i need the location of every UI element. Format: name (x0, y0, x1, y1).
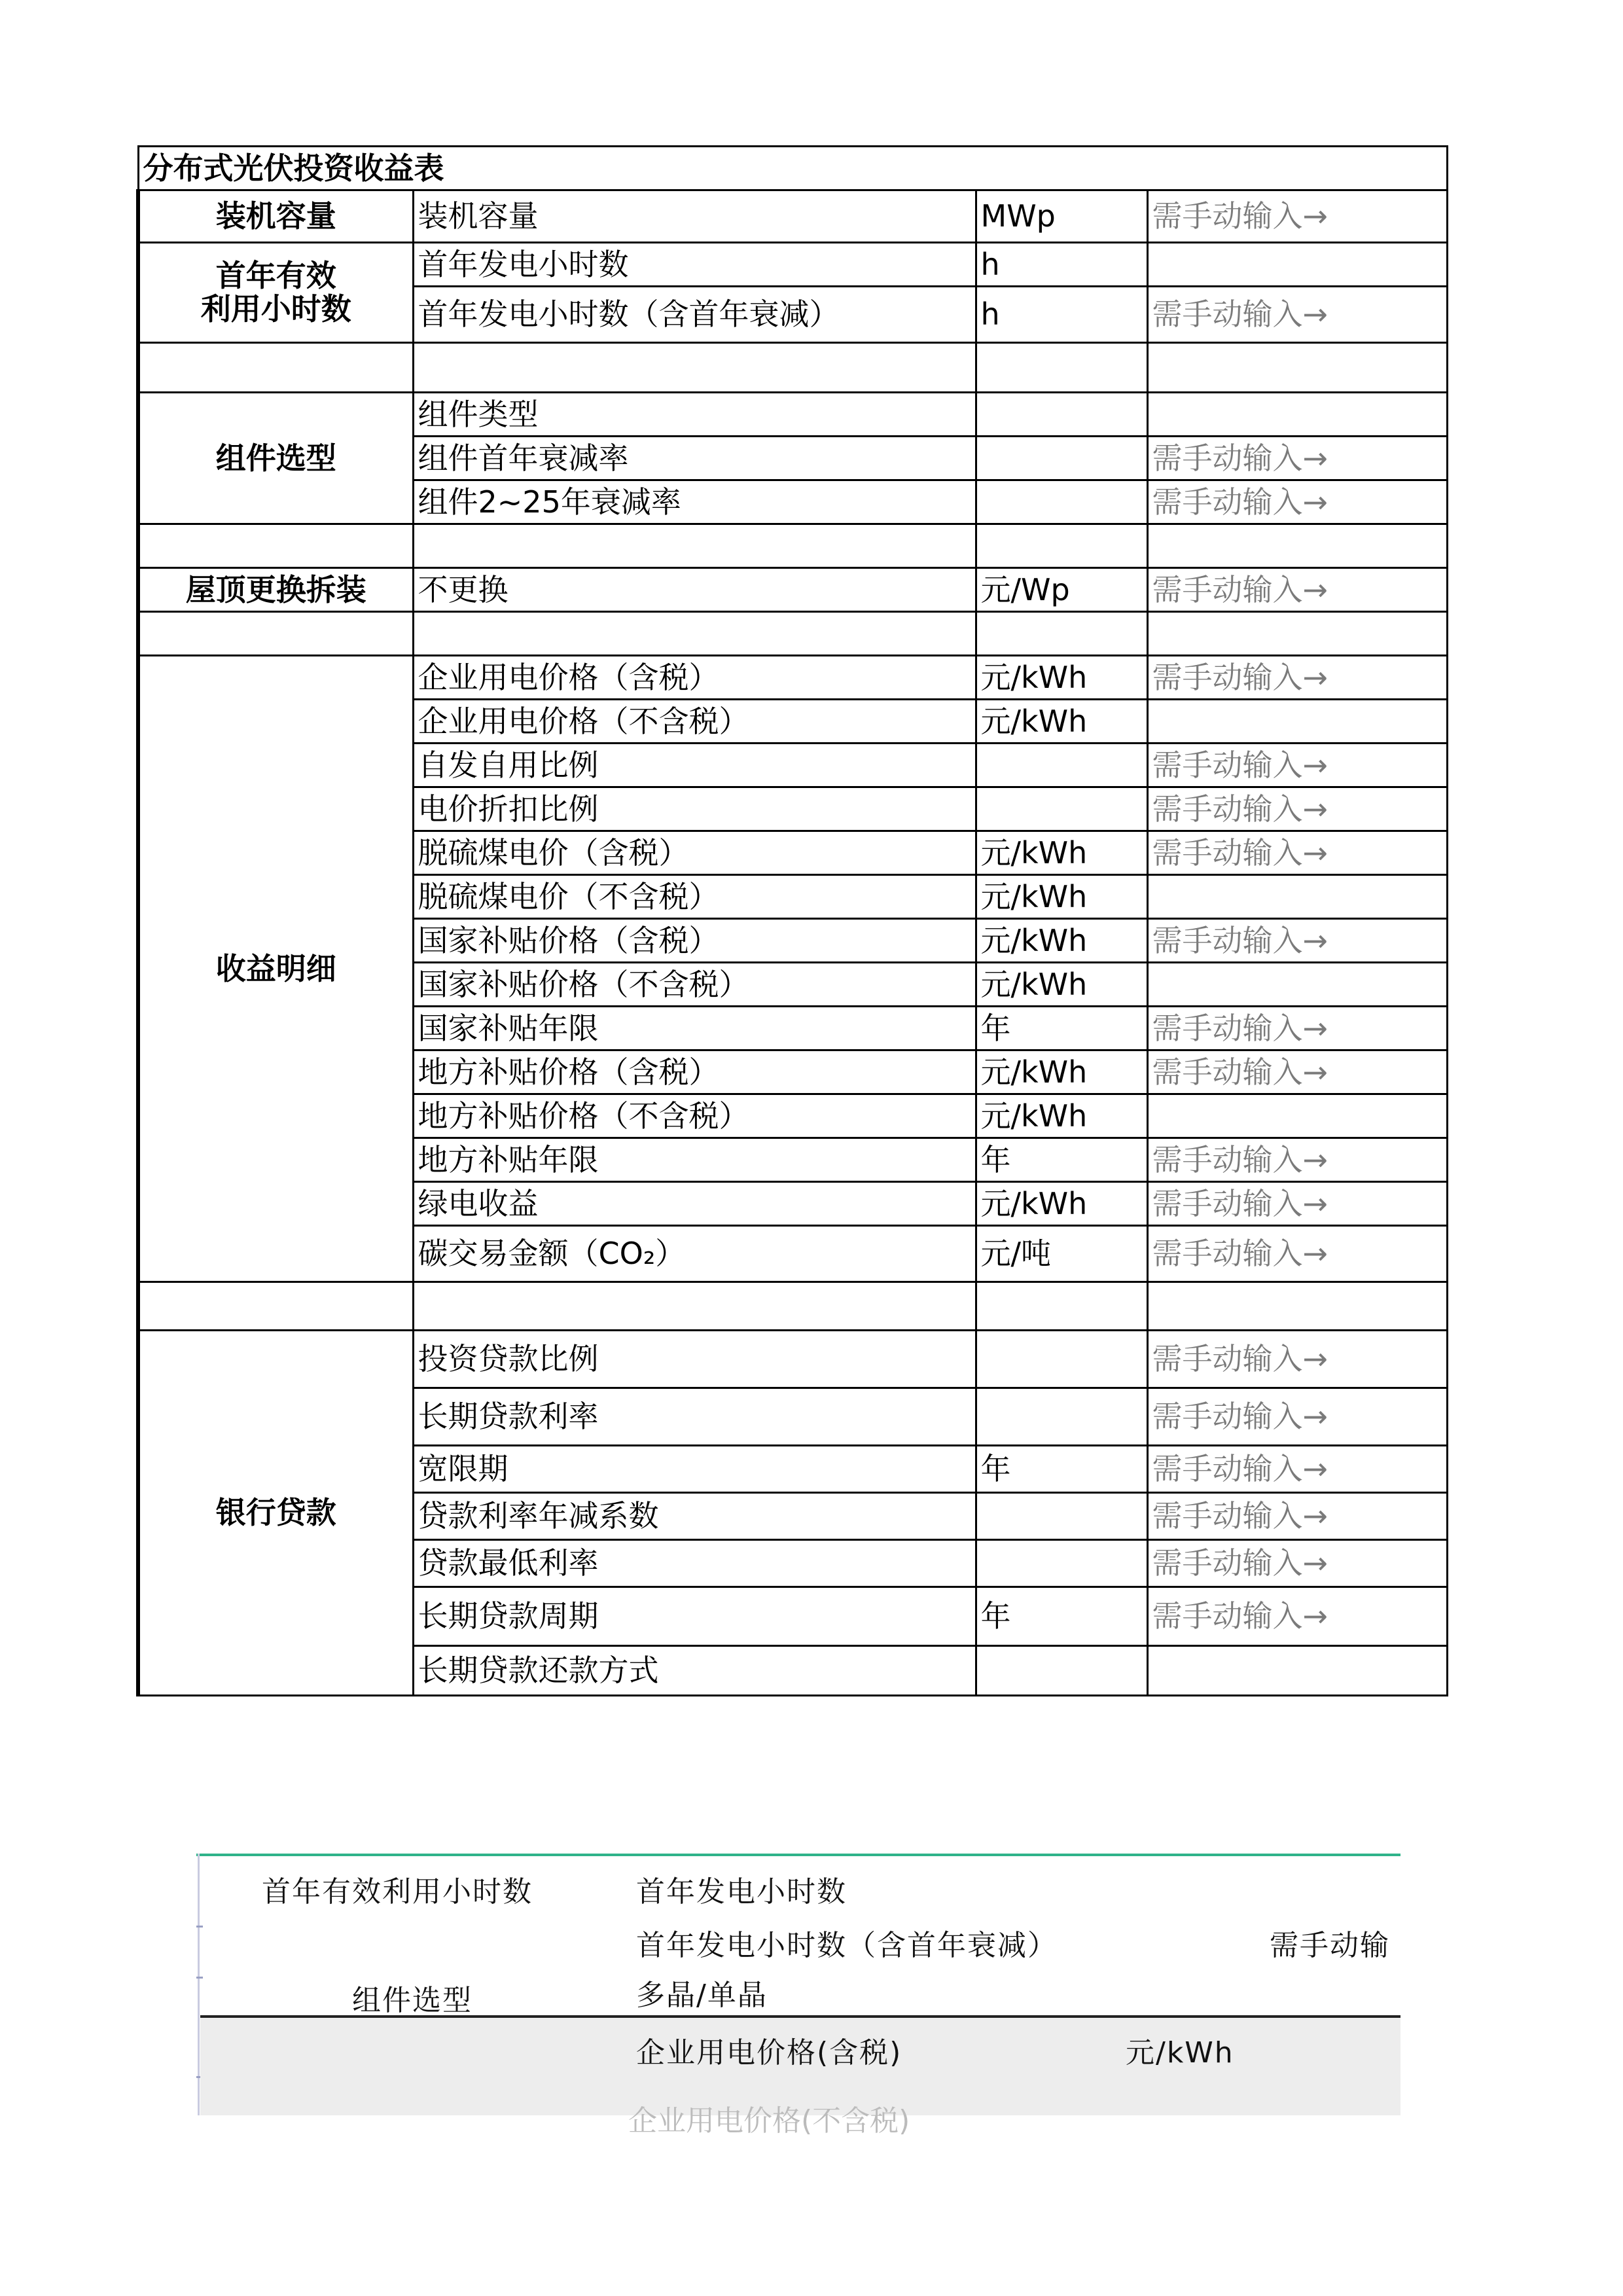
embedded-item-cut: 企业用电价格(不含税) (628, 2104, 910, 2138)
category-cell: 收益明细 (138, 656, 413, 1282)
value-input-cell[interactable]: 需手动输入→ (1147, 1388, 1447, 1446)
unit-cell: 元/吨 (976, 1226, 1147, 1282)
sheet-title: 分布式光伏投资收益表 (138, 147, 1447, 190)
unit-cell (976, 744, 1147, 787)
unit-cell (976, 1540, 1147, 1587)
item-label: 长期贷款还款方式 (413, 1646, 976, 1696)
item-label: 装机容量 (413, 190, 976, 243)
value-input-cell[interactable] (1147, 700, 1447, 744)
unit-cell: 年 (976, 1446, 1147, 1493)
unit-cell: 元/kWh (976, 700, 1147, 744)
unit-cell (976, 1331, 1147, 1388)
item-label: 电价折扣比例 (413, 787, 976, 831)
value-input-cell[interactable]: 需手动输入→ (1147, 656, 1447, 700)
unit-cell: 元/kWh (976, 963, 1147, 1007)
embedded-unit: 元/kWh (1126, 2036, 1234, 2070)
embedded-category: 组件选型 (352, 1984, 473, 2017)
value-input-cell[interactable] (1147, 963, 1447, 1007)
unit-cell: 年 (976, 1007, 1147, 1050)
value-input-cell[interactable]: 需手动输入→ (1147, 480, 1447, 524)
embedded-item: 首年发电小时数 (636, 1875, 847, 1909)
unit-cell: 元/kWh (976, 1094, 1147, 1138)
item-label: 组件首年衰减率 (413, 437, 976, 480)
table-row (138, 568, 1447, 612)
input-table (136, 145, 1448, 1696)
value-input-cell[interactable]: 需手动输入→ (1147, 1587, 1447, 1646)
value-input-cell[interactable]: 需手动输入→ (1147, 1331, 1447, 1388)
title-row (138, 147, 1447, 190)
unit-cell: h (976, 243, 1147, 287)
unit-cell: 元/Wp (976, 568, 1147, 612)
embedded-category: 首年有效利用小时数 (262, 1875, 533, 1909)
item-label: 绿电收益 (413, 1182, 976, 1226)
value-input-cell[interactable]: 需手动输入→ (1147, 744, 1447, 787)
unit-cell: 元/kWh (976, 831, 1147, 875)
value-input-cell[interactable] (1147, 875, 1447, 919)
value-input-cell[interactable]: 需手动输入→ (1147, 1493, 1447, 1540)
embedded-item: 首年发电小时数（含首年衰减） (636, 1929, 1058, 1962)
value-input-cell[interactable] (1147, 1094, 1447, 1138)
value-input-cell[interactable]: 需手动输入→ (1147, 1226, 1447, 1282)
item-label: 贷款最低利率 (413, 1540, 976, 1587)
item-label: 企业用电价格（含税） (413, 656, 976, 700)
value-input-cell[interactable]: 需手动输入→ (1147, 1182, 1447, 1226)
item-label: 长期贷款周期 (413, 1587, 976, 1646)
value-input-cell[interactable]: 需手动输入→ (1147, 190, 1447, 243)
unit-cell: 年 (976, 1587, 1147, 1646)
item-label: 贷款利率年减系数 (413, 1493, 976, 1540)
spacer-row (138, 524, 1447, 568)
unit-cell (976, 393, 1147, 437)
unit-cell: 元/kWh (976, 919, 1147, 963)
value-input-cell[interactable] (1147, 1646, 1447, 1696)
value-input-cell[interactable]: 需手动输入→ (1147, 437, 1447, 480)
value-input-cell[interactable] (1147, 393, 1447, 437)
unit-cell (976, 787, 1147, 831)
item-label: 企业用电价格（不含税） (413, 700, 976, 744)
value-input-cell[interactable]: 需手动输入→ (1147, 1007, 1447, 1050)
value-input-cell[interactable]: 需手动输入→ (1147, 787, 1447, 831)
item-label: 国家补贴价格（含税） (413, 919, 976, 963)
value-input-cell[interactable]: 需手动输入→ (1147, 831, 1447, 875)
unit-cell (976, 437, 1147, 480)
category-cell: 组件选型 (138, 393, 413, 524)
value-input-cell[interactable]: 需手动输入→ (1147, 1446, 1447, 1493)
item-label: 组件2~25年衰减率 (413, 480, 976, 524)
item-label: 脱硫煤电价（含税） (413, 831, 976, 875)
item-label: 长期贷款利率 (413, 1388, 976, 1446)
unit-cell (976, 1493, 1147, 1540)
unit-cell: 元/kWh (976, 1182, 1147, 1226)
item-label: 地方补贴年限 (413, 1138, 976, 1182)
category-cell: 装机容量 (138, 190, 413, 243)
embedded-item: 多晶/单晶 (636, 1979, 768, 2012)
item-label: 组件类型 (413, 393, 976, 437)
unit-cell: 年 (976, 1138, 1147, 1182)
item-label: 投资贷款比例 (413, 1331, 976, 1388)
embedded-hint: 需手动输 (1270, 1929, 1390, 1962)
value-input-cell[interactable] (1147, 243, 1447, 287)
table-row (138, 190, 1447, 243)
spacer-row (138, 343, 1447, 393)
value-input-cell[interactable]: 需手动输入→ (1147, 1138, 1447, 1182)
unit-cell: 元/kWh (976, 656, 1147, 700)
item-label: 首年发电小时数（含首年衰减） (413, 287, 976, 343)
item-label: 碳交易金额（CO₂） (413, 1226, 976, 1282)
unit-cell: 元/kWh (976, 875, 1147, 919)
spacer-row (138, 612, 1447, 656)
pv-investment-sheet (136, 145, 1400, 1761)
item-label: 宽限期 (413, 1446, 976, 1493)
category-cell: 银行贷款 (138, 1331, 413, 1696)
value-input-cell[interactable]: 需手动输入→ (1147, 1540, 1447, 1587)
category-cell: 屋顶更换拆装 (138, 568, 413, 612)
unit-cell (976, 1388, 1147, 1446)
item-label: 国家补贴价格（不含税） (413, 963, 976, 1007)
item-label: 不更换 (413, 568, 976, 612)
table-row (138, 243, 1447, 287)
unit-cell (976, 1646, 1147, 1696)
unit-cell (976, 480, 1147, 524)
item-label: 地方补贴价格（含税） (413, 1050, 976, 1094)
value-input-cell[interactable]: 需手动输入→ (1147, 1050, 1447, 1094)
unit-cell: 元/kWh (976, 1050, 1147, 1094)
table-row (138, 1331, 1447, 1388)
table-row (138, 656, 1447, 700)
item-label: 地方补贴价格（不含税） (413, 1094, 976, 1138)
embedded-sheet-image (196, 1854, 1400, 2138)
spacer-row (138, 1282, 1447, 1331)
value-input-cell[interactable]: 需手动输入→ (1147, 287, 1447, 343)
unit-cell: MWp (976, 190, 1147, 243)
table-row (138, 393, 1447, 437)
unit-cell: h (976, 287, 1147, 343)
item-label: 脱硫煤电价（不含税） (413, 875, 976, 919)
embedded-item: 企业用电价格(含税) (636, 2036, 902, 2070)
item-label: 首年发电小时数 (413, 243, 976, 287)
value-input-cell[interactable]: 需手动输入→ (1147, 919, 1447, 963)
item-label: 自发自用比例 (413, 744, 976, 787)
value-input-cell[interactable]: 需手动输入→ (1147, 568, 1447, 612)
category-cell: 首年有效 利用小时数 (138, 243, 413, 343)
item-label: 国家补贴年限 (413, 1007, 976, 1050)
